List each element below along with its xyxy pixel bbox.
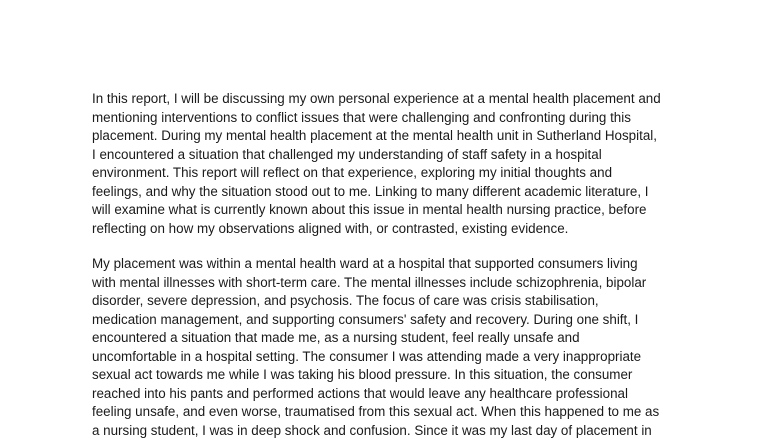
text-line: reflecting on how my observations aligned with, or contrasted, existing evidence.	[92, 220, 569, 236]
text-line: feelings, and why the situation stood out to me. Linking to many different academic literature, I	[92, 183, 649, 199]
text-line: medication management, and supporting consumers' safety and recovery. During one shift, I	[92, 311, 639, 327]
text-line: mentioning interventions to conflict issues that were challenging and confronting during this	[92, 109, 631, 125]
text-line: placement. During my mental health placement at the mental health unit in Sutherland Hospital,	[92, 128, 657, 143]
document-body	[92, 90, 722, 441]
text-line: sexual act towards me while I was taking his blood pressure. In this situation, the consumer	[92, 367, 633, 382]
text-line: environment. This report will reflect on that experience, exploring my initial thoughts and	[92, 165, 613, 180]
text-line: I encountered a situation that challenged my understanding of staff safety in a hospital	[92, 146, 602, 162]
paragraph-introduction	[92, 90, 722, 238]
text-line: feeling unsafe, and even worse, traumatised from this sexual act. When this happened to me as	[92, 404, 660, 419]
text-line: In this report, I will be discussing my own personal experience at a mental health placement and	[92, 91, 661, 106]
paragraph-placement-description	[92, 255, 722, 440]
text-line: My placement was within a mental health ward at a hospital that supported consumers living	[92, 256, 638, 271]
text-line: with mental illnesses with short-term care. The mental illnesses include schizophrenia, bipolar	[92, 274, 647, 290]
text-line: uncomfortable in a hospital setting. The consumer I was attending made a very inappropriate	[92, 348, 642, 364]
text-line: disorder, severe depression, and psychosis. The focus of care was crisis stabilisation,	[92, 293, 599, 308]
text-line: a nursing student, I was in deep shock and confusion. Since it was my last day of placement in	[92, 422, 652, 438]
text-line: will examine what is currently known about this issue in mental health nursing practice, before	[92, 202, 647, 217]
text-line: encountered a situation that made me, as a nursing student, feel really unsafe and	[92, 330, 580, 345]
text-line: reached into his pants and performed actions that would leave any healthcare professional	[92, 385, 628, 401]
